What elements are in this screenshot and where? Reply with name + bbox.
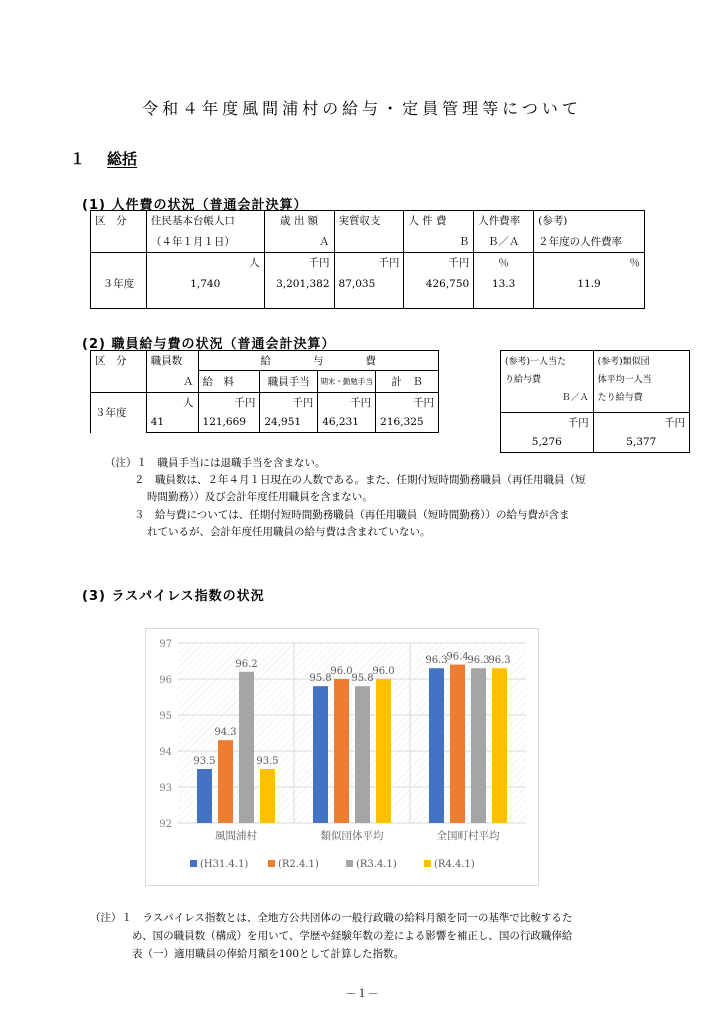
laspeyres-chart [146, 629, 538, 885]
value-bonus: 46,231 [318, 413, 376, 433]
value-reference: 11.9 [534, 273, 645, 295]
data-label: 96.0 [330, 666, 353, 677]
page-number: －１－ [345, 987, 379, 1000]
data-label: 96.4 [446, 651, 469, 663]
x-tick-label: 全国町村平均 [436, 830, 500, 842]
header-reference-sub: ２年度の人件費率 [534, 231, 645, 253]
bar [197, 769, 212, 823]
legend-label: (R3.4.1) [356, 859, 397, 870]
unit-base-salary: 千円 [198, 393, 260, 413]
unit-expenditure: 千円 [264, 253, 334, 273]
bar [355, 686, 370, 823]
ref-header-1a: (参考)一人当た [505, 357, 567, 367]
unit-rate: ％ [474, 253, 534, 273]
data-label: 95.8 [351, 673, 374, 685]
ref-value-2: 5,377 [593, 433, 689, 453]
subsection-heading-3: (3) ラスパイレス指数の状況 [82, 589, 265, 604]
header-salary-cost: 給 与 費 [198, 351, 438, 371]
y-tick-label: 97 [159, 639, 172, 650]
note-laspeyres-3: 表（一）適用職員の俸給月額を100として計算した指数。 [132, 948, 405, 960]
salary-table [90, 350, 439, 433]
value-expenditure: 3,201,382 [264, 273, 334, 295]
header-kubun: 区 分 [91, 211, 147, 231]
ref-unit-1: 千円 [501, 413, 594, 433]
bar [313, 686, 328, 823]
unit-allowance: 千円 [260, 393, 318, 413]
note-laspeyres-1: （注）１ ラスパイレス指数とは、全地方公共団体の一般行政職の給料月額を同一の基準で比較するた [90, 912, 573, 924]
ref-header-2a: (参考)類似団 [597, 357, 650, 367]
y-tick-label: 96 [159, 675, 172, 686]
x-tick-label: 風間浦村 [215, 830, 257, 842]
unit-staff: 人 [146, 393, 198, 413]
bar [429, 668, 444, 823]
data-label: 94.3 [214, 727, 237, 739]
ref-header-1c: Ｂ／Ａ [561, 393, 589, 403]
data-label: 96.3 [467, 655, 490, 667]
reference-salary-table [500, 350, 690, 453]
header-staff-symbol: Ａ [146, 371, 198, 393]
note-1: （注）１ 職員手当には退職手当を含まない。 [105, 457, 326, 469]
header-personnel-rate: 人件費率 [474, 211, 534, 231]
data-label: 93.5 [256, 756, 279, 767]
value-staff: 41 [146, 413, 198, 433]
bar [218, 740, 233, 823]
bar [376, 679, 391, 823]
header-population: 住民基本台帳人口 [146, 211, 264, 231]
bar [260, 769, 275, 823]
data-label: 96.3 [425, 655, 448, 667]
section-title: 総括 [107, 150, 138, 168]
legend-label: (R2.4.1) [278, 859, 319, 870]
ref-header-1b: り給与費 [505, 375, 542, 385]
value-population: 1,740 [146, 273, 264, 295]
note-3: ３ 給与費については、任期付短時間勤務職員（再任用職員（短時間勤務））の給与費が含ま [134, 509, 570, 521]
unit-reference: ％ [534, 253, 645, 273]
header-total: 計 Ｂ [376, 371, 439, 393]
note-3-cont: れているが、会計年度任用職員の給与費は含まれていない。 [147, 526, 431, 538]
header-personnel-symbol: Ｂ [404, 231, 474, 253]
note-2-cont: 時間勤務））及び会計年度任用職員を含まない。 [147, 491, 373, 503]
header-population-date: （４年１月１日） [146, 231, 264, 253]
header-allowance: 職員手当 [260, 371, 318, 393]
legend-label: (H31.4.1) [200, 859, 249, 870]
unit-population: 人 [146, 253, 264, 273]
note-laspeyres-2: め、国の職員数（構成）を用いて、学歴や経験年数の差による影響を補正し、国の行政職俸給 [132, 930, 573, 942]
subsection-heading-1: (1) 人件費の状況（普通会計決算） [82, 198, 308, 213]
data-label: 96.0 [372, 666, 395, 677]
value-rate: 13.3 [474, 273, 534, 295]
header-staff-count: 職員数 [146, 351, 198, 371]
data-label: 96.3 [488, 655, 511, 667]
y-tick-label: 92 [159, 819, 172, 830]
header-base-salary: 給 料 [198, 371, 260, 393]
value-allowance: 24,951 [260, 413, 318, 433]
legend-swatch [424, 860, 431, 867]
bar [471, 668, 486, 823]
header-reference: (参考) [534, 211, 645, 231]
bar [334, 679, 349, 823]
value-total: 216,325 [376, 413, 439, 433]
header-bonus: 期末・勤勉手当 [318, 371, 376, 393]
unit-personnel-cost: 千円 [404, 253, 474, 273]
personnel-cost-table [90, 210, 645, 309]
y-tick-label: 95 [159, 711, 172, 722]
unit-total: 千円 [376, 393, 439, 413]
row-label: ３年度 [91, 273, 147, 295]
unit-real-balance: 千円 [334, 253, 404, 273]
ref-unit-2: 千円 [593, 413, 689, 433]
ref-header-2c: たり給与費 [597, 393, 643, 403]
y-tick-label: 94 [159, 747, 172, 758]
bar [450, 665, 465, 823]
data-label: 95.8 [309, 673, 332, 685]
header-rate-formula: Ｂ／Ａ [474, 231, 534, 253]
value-real-balance: 87,035 [334, 273, 404, 295]
value-personnel-cost: 426,750 [404, 273, 474, 295]
legend-swatch [268, 860, 275, 867]
y-tick-label: 93 [159, 783, 172, 794]
legend-swatch [346, 860, 353, 867]
ref-header-2b: 体平均一人当 [597, 375, 652, 385]
legend-label: (R4.4.1) [434, 859, 475, 870]
data-label: 93.5 [193, 756, 216, 767]
unit-bonus: 千円 [318, 393, 376, 413]
header-personnel-cost: 人 件 費 [404, 211, 474, 231]
header-kubun: 区 分 [91, 351, 147, 371]
legend-swatch [190, 860, 197, 867]
x-tick-label: 類似団体平均 [320, 830, 384, 842]
row-label: ３年度 [91, 393, 147, 433]
ref-value-1: 5,276 [501, 433, 594, 453]
note-2: ２ 職員数は、２年４月１日現在の人数である。また、任期付短時間勤務職員（再任用職員（短 [134, 474, 586, 486]
data-label: 96.2 [235, 658, 258, 670]
section-heading [70, 148, 137, 169]
section-number: １ [70, 150, 86, 168]
bar [492, 668, 507, 823]
laspeyres-chart-frame [145, 628, 539, 886]
header-expenditure-symbol: Ａ [264, 231, 334, 253]
subsection-heading-2: (2) 職員給与費の状況（普通会計決算） [82, 337, 336, 352]
page-title: 令和４年度風間浦村の給与・定員管理等について [142, 99, 582, 118]
value-base-salary: 121,669 [198, 413, 260, 433]
header-real-balance: 実質収支 [334, 211, 404, 231]
header-expenditure: 歳 出 額 [264, 211, 334, 231]
bar [239, 672, 254, 823]
